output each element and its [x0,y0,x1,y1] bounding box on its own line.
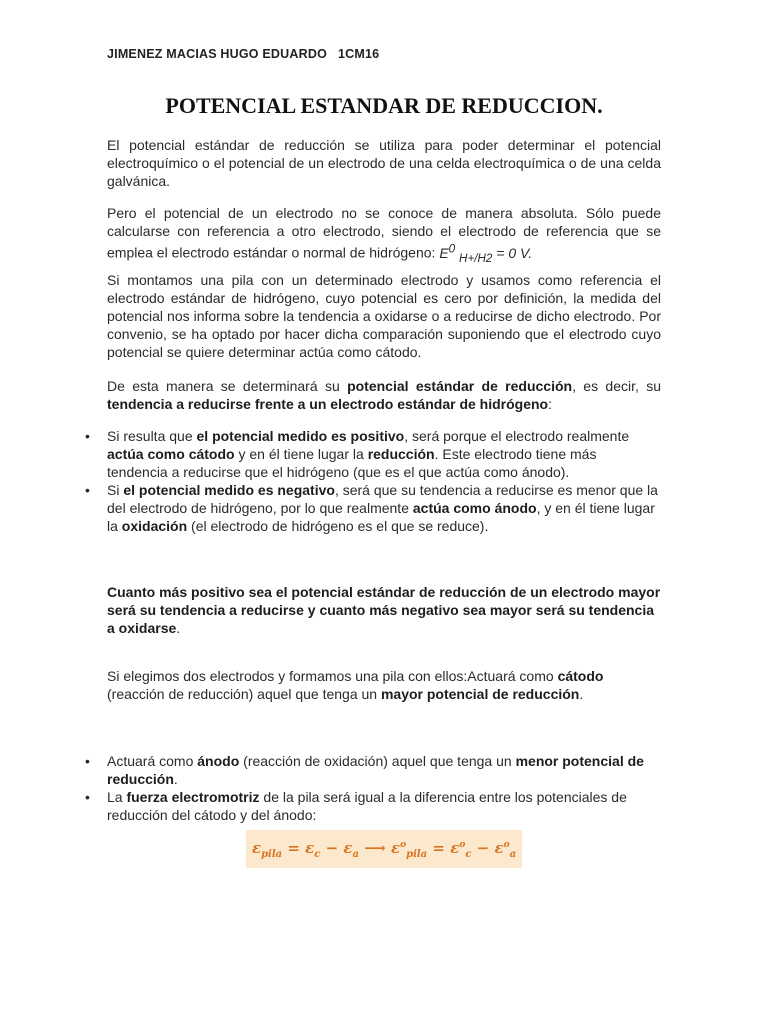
paragraph-definition: De esta manera se determinará su potencial estándar de reducción, es decir, su tendencia a reducirse frente a un electrodo estándar de hidrógeno: [107,378,661,412]
list-item: • La fuerza electromotriz de la pila será igual a la diferencia entre los potenciales de reducción del cátodo y del ánodo: [107,788,661,824]
author-name: JIMENEZ MACIAS HUGO EDUARDO [107,47,327,61]
list-item: • Si el potencial medido es negativo, será que su tendencia a reducirse es menor que la del electrodo de hidrógeno, por lo que realmente actúa como ánodo, y en él tiene lugar la oxidación (el electrodo de hidrógeno es el que se reduce). [107,481,661,535]
list-item: • Si resulta que el potencial medido es positivo, será porque el electrodo realmente actúa como cátodo y en él tiene lugar la reducción. Este electrodo tiene más tendencia a reducirse que el hidrógeno (que es el que actúa como ánodo). [107,427,661,481]
paragraph-summary: Cuanto más positivo sea el potencial estándar de reducción de un electrodo mayor será su tendencia a reducirse y cuanto más negativo sea mayor será su tendencia a oxidarse. [107,584,661,636]
paragraph-reference-electrode [107,204,661,267]
paragraph-text: Pero el potencial de un electrodo no se conoce de manera absoluta. Sólo puede calcularse con referencia a otro electrodo, siendo el electrodo de referencia que se emplea el electrodo estándar o normal de hidrógeno: [107,205,661,261]
paragraph-cathode-choice: Si elegimos dos electrodos y formamos una pila con ellos:Actuará como cátodo (reacción de reducción) aquel que tenga un mayor potencial de reducción. [107,668,604,702]
paragraph-intro: El potencial estándar de reducción se utiliza para poder determinar el potencial electroquímico o el potencial de un electrodo de una celda electroquímica o de una celda galvánica. [107,137,661,189]
hydrogen-potential-formula: $E^0$ $_{H+/H2}$ = 0 V. [439,242,533,265]
list-item: • Actuará como ánodo (reacción de oxidación) aquel que tenga un menor potencial de reducción. [107,752,661,788]
emf-formula-box [246,830,522,868]
group-code: 1CM16 [338,47,380,61]
bullet-list-anode-emf [107,752,661,824]
document-header [107,47,379,61]
emf-formula: $\varepsilon_{pila} = \varepsilon_c - \varepsilon_a$ ⟶ $\varepsilon^o_{pila} = \varepsilon^o_c - \varepsilon^o_a$ [251,838,517,860]
bullet-list-sign [107,427,661,535]
page-title: POTENCIAL ESTANDAR DE REDUCCION. [165,93,603,118]
paragraph-cell-setup: Si montamos una pila con un determinado electrodo y usamos como referencia el electrodo estándar de hidrógeno, cuyo potencial es cero por definición, la medida del potencial nos informa sobre la tendencia a oxidarse o a reducirse de dicho electrodo. Por convenio, se ha optado por hacer dicha comparación suponiendo que el electrodo cuyo potencial se quiere determinar actúa como cátodo. [107,272,661,360]
